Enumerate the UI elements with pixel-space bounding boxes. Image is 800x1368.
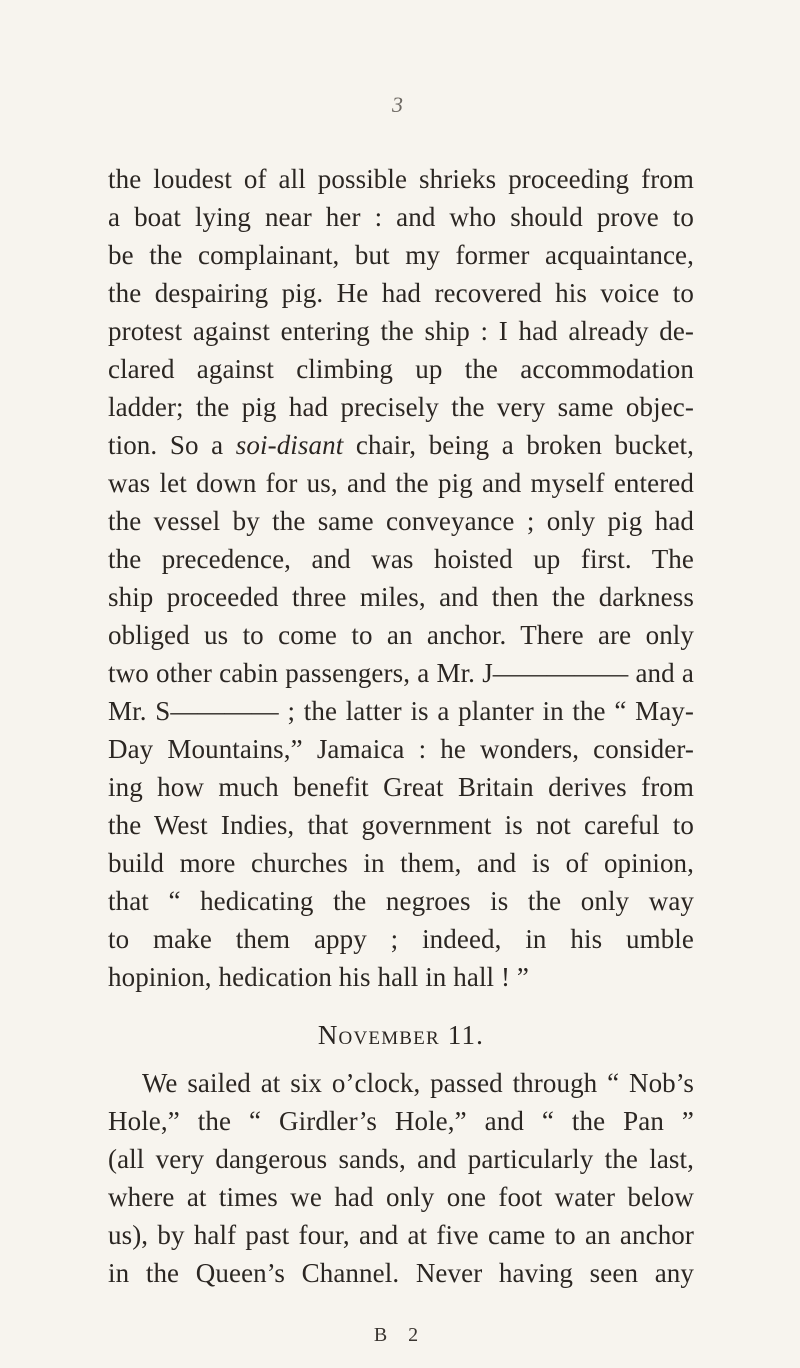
text-line: that “ hedicating the negroes is the only way (108, 886, 694, 916)
text-line: us), by half past four, and at five came to an anchor (108, 1220, 694, 1250)
page-number: 3 (392, 92, 403, 117)
text-segment: chair, being a broken bucket, (343, 430, 694, 460)
text-line: two other cabin passengers, a Mr. J————— and a (108, 658, 694, 688)
text-line: in the Queen’s Channel. Never having seen any (108, 1258, 694, 1288)
text-line: to make them appy ; indeed, in his umble (108, 924, 694, 954)
paragraph (108, 160, 694, 996)
text-line: clared against climbing up the accommodation (108, 354, 694, 384)
text-line: build more churches in them, and is of opinion, (108, 848, 694, 878)
text-line: the vessel by the same conveyance ; only pig had (108, 506, 694, 536)
text-line: Day Mountains,” Jamaica : he wonders, consider- (108, 734, 694, 764)
text-line: the West Indies, that government is not careful to (108, 810, 694, 840)
text-line: obliged us to come to an anchor. There are only (108, 620, 694, 650)
text-line: ship proceeded three miles, and then the darkness (108, 582, 694, 612)
text-line: the despairing pig. He had recovered his voice to (108, 278, 694, 308)
signature-mark: B 2 (373, 1324, 427, 1346)
text-line: the precedence, and was hoisted up first. The (108, 544, 694, 574)
section-heading: November 11. (317, 1020, 485, 1050)
paragraph (108, 1064, 694, 1292)
text-line: (all very dangerous sands, and particularly the last, (108, 1144, 694, 1174)
text-line-with-italic (108, 426, 694, 464)
text-line: Mr. S———— ; the latter is a planter in the “ May- (108, 696, 694, 726)
text-line: the loudest of all possible shrieks proceeding from (108, 164, 694, 194)
text-line: be the complainant, but my former acquaintance, (108, 240, 694, 270)
italic-phrase: soi-disant (235, 430, 344, 460)
text-line: Hole,” the “ Girdler’s Hole,” and “ the Pan ” (108, 1106, 694, 1136)
text-line: hopinion, hedication his hall in hall ! ” (108, 962, 530, 992)
text-segment: tion. So a (108, 430, 224, 460)
text-line: a boat lying near her : and who should prove to (108, 202, 694, 232)
text-line: was let down for us, and the pig and myself entered (108, 468, 694, 498)
text-line: where at times we had only one foot water below (108, 1182, 694, 1212)
text-line: ladder; the pig had precisely the very same objec- (108, 392, 694, 422)
body-text (108, 160, 694, 1292)
text-line: We sailed at six o’clock, passed through “ Nob’s (142, 1068, 694, 1098)
text-line: protest against entering the ship : I had already de- (108, 316, 694, 346)
text-line: ing how much benefit Great Britain derives from (108, 772, 694, 802)
